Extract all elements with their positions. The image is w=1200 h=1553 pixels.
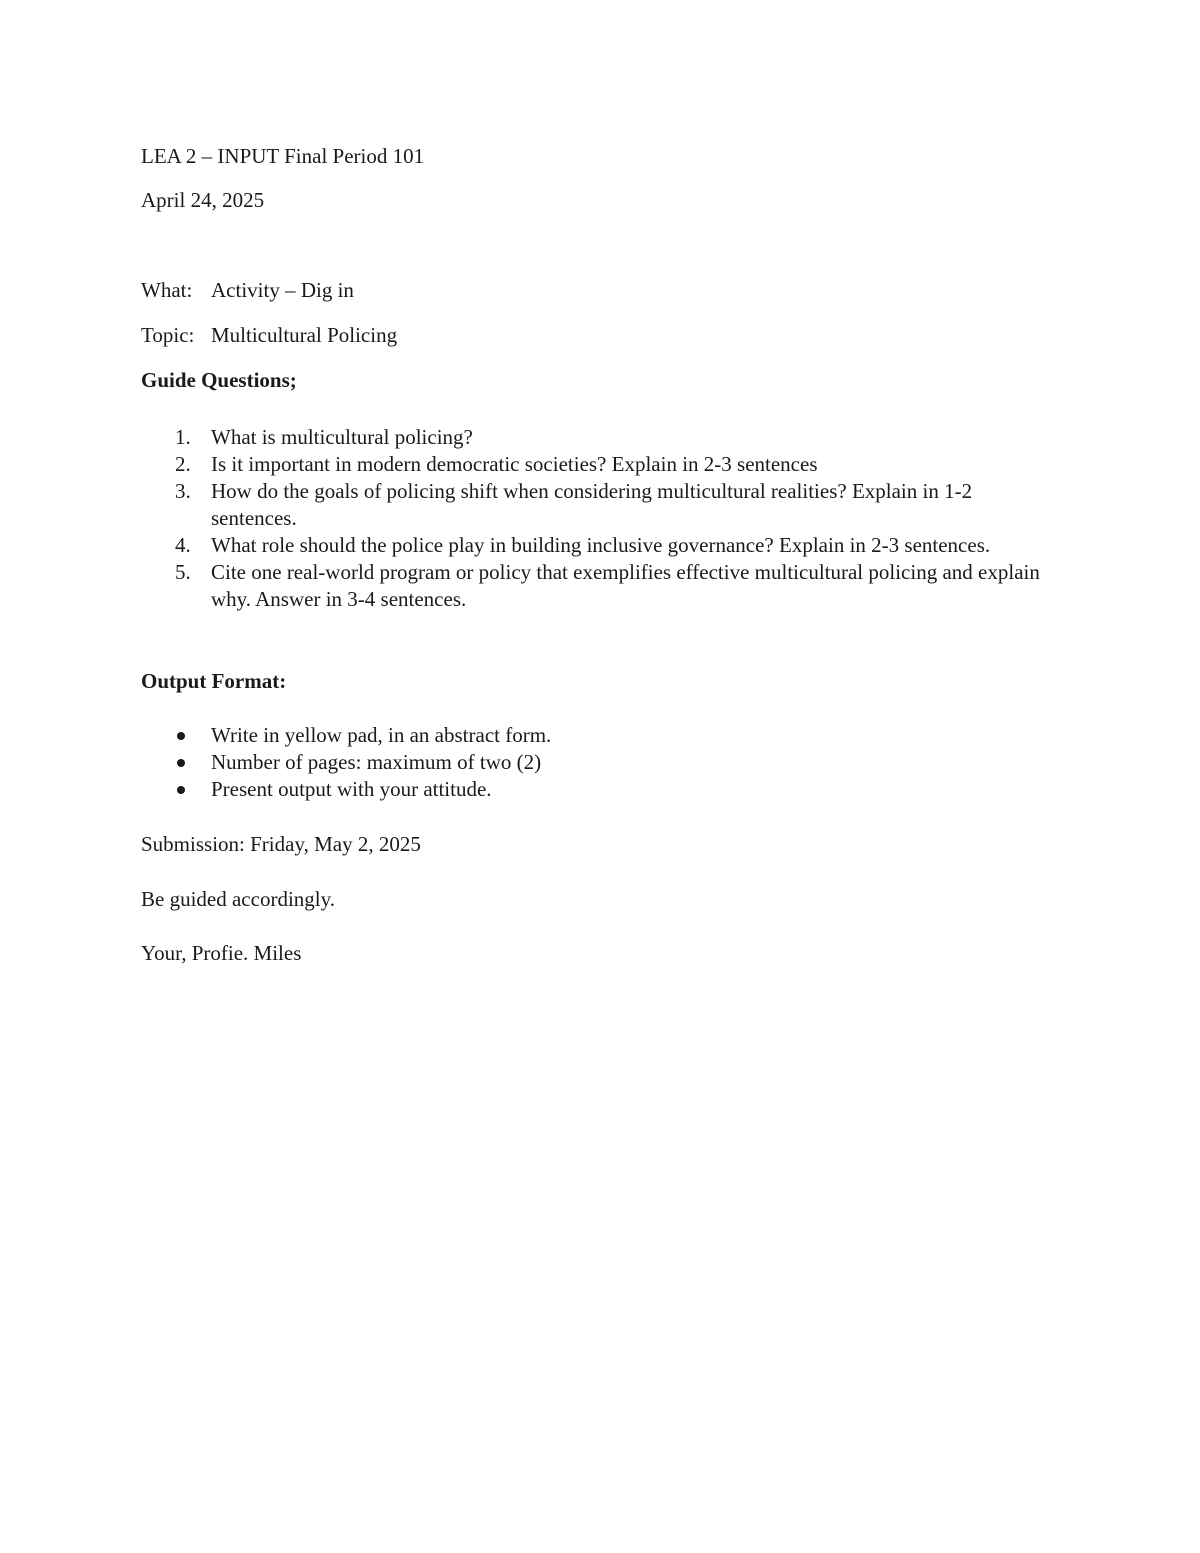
- submission-line: Submission: Friday, May 2, 2025: [141, 832, 421, 856]
- guide-questions-list: [141, 424, 1061, 613]
- output-item: [141, 722, 1061, 749]
- output-item-text: Write in yellow pad, in an abstract form.: [211, 723, 552, 747]
- question-item: [141, 532, 1061, 559]
- document-title: LEA 2 – INPUT Final Period 101: [141, 144, 425, 168]
- question-number: 2.: [175, 452, 191, 476]
- what-line: [141, 277, 354, 304]
- bullet-icon: [177, 759, 185, 767]
- output-item: [141, 749, 1061, 776]
- bullet-icon: [177, 732, 185, 740]
- question-text: Is it important in modern democratic societies? Explain in 2-3 sentences: [211, 452, 818, 476]
- question-number: 1.: [175, 425, 191, 449]
- question-item: [141, 478, 1061, 532]
- question-item: [141, 451, 1061, 478]
- what-label: What:: [141, 278, 193, 302]
- question-number: 3.: [175, 479, 191, 503]
- output-format-heading: Output Format:: [141, 669, 287, 693]
- question-text: What is multicultural policing?: [211, 425, 473, 449]
- bullet-icon: [177, 786, 185, 794]
- guide-questions-heading: Guide Questions;: [141, 368, 297, 392]
- document-date: April 24, 2025: [141, 188, 265, 212]
- what-value: Activity – Dig in: [211, 278, 354, 302]
- output-format-list: [141, 722, 1061, 803]
- question-text: What role should the police play in building inclusive governance? Explain in 2-3 sentences.: [211, 533, 991, 557]
- topic-label: Topic:: [141, 323, 195, 347]
- question-number: 4.: [175, 533, 191, 557]
- question-number: 5.: [175, 560, 191, 584]
- question-text: How do the goals of policing shift when considering multicultural realities? Explain in 1-2 sentences.: [211, 479, 973, 530]
- output-item-text: Number of pages: maximum of two (2): [211, 750, 542, 774]
- topic-line: [141, 322, 397, 349]
- output-item: [141, 776, 1061, 803]
- topic-value: Multicultural Policing: [211, 323, 398, 347]
- question-item: [141, 424, 1061, 451]
- guided-line: Be guided accordingly.: [141, 887, 335, 911]
- question-item: [141, 559, 1061, 613]
- output-item-text: Present output with your attitude.: [211, 777, 492, 801]
- signature-line: Your, Profie. Miles: [141, 941, 302, 965]
- question-text: Cite one real-world program or policy that exemplifies effective multicultural policing and explain why. Answer in 3-4 sentences.: [211, 560, 1040, 611]
